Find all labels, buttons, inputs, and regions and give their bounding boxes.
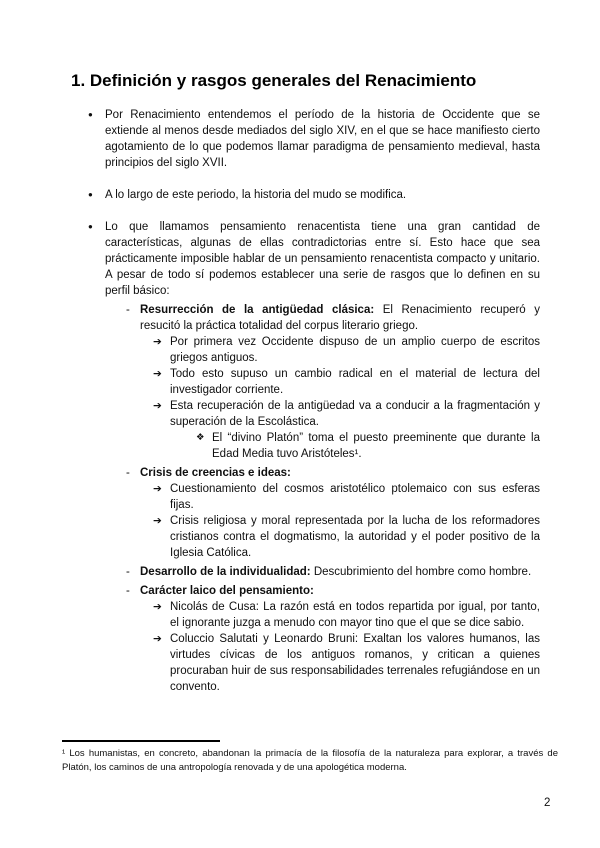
list-item-text: Lo que llamamos pensamiento renacentista tiene una gran cantidad de características, algunas de ellas contradictorias entre sí. Esto hace que sea prácticamente imposible hablar de un pensamiento renacentista compacto y unitario. A pesar de todo sí podemos establecer una serie de rasgos que lo definen en su perfil básico:	[105, 221, 540, 297]
arrow-icon: ➔	[153, 633, 162, 645]
list-item	[153, 366, 540, 398]
list-item	[153, 398, 540, 430]
list-item-text: Por Renacimiento entendemos el período de la historia de Occidente que se extiende al menos desde mediados del siglo XIV, en el que se hace manifiesto cierto agotamiento de lo que podemos llamar paradigma de pensamiento medieval, hasta principios del siglo XVII.	[105, 109, 540, 169]
list-item	[126, 465, 540, 481]
list-item-text: Crisis religiosa y moral representada por la lucha de los reformadores cristianos contra el dogmatismo, la autoridad y el poder positivo de la Iglesia Católica.	[170, 515, 540, 559]
page-title: 1. Definición y rasgos generales del Renacimiento	[71, 71, 477, 90]
list-item	[126, 583, 540, 599]
bullet-icon: ●	[88, 222, 93, 231]
list-item-text: Coluccio Salutati y Leonardo Bruni: Exaltan los valores humanos, las virtudes cívicas de los antiguos romanos, y critican a quienes procuraban huir de sus responsabilidades terrenales refugiándose en un convento.	[170, 633, 540, 693]
list-item	[88, 219, 540, 299]
page-content	[71, 70, 540, 695]
arrow-icon: ➔	[153, 368, 162, 380]
list-item	[88, 107, 540, 171]
list-item	[196, 430, 540, 462]
arrow-icon: ➔	[153, 400, 162, 412]
list-item-text: Esta recuperación de la antigüedad va a conducir a la fragmentación y superación de la Escolástica.	[170, 400, 540, 428]
arrow-icon: ➔	[153, 601, 162, 613]
list-item	[126, 302, 540, 334]
bullet-icon: ●	[88, 190, 93, 199]
dash-icon: -	[126, 304, 130, 316]
page-number: 2	[544, 797, 551, 809]
list-item-text: Cuestionamiento del cosmos aristotélico ptolemaico con sus esferas fijas.	[170, 483, 540, 511]
list-item-text: Resurrección de la antigüedad clásica: El Renacimiento recuperó y resucitó la práctica totalidad del corpus literario griego.	[140, 304, 540, 332]
list-item-text: El “divino Platón” toma el puesto preeminente que durante la Edad Media tuvo Aristóteles¹.	[212, 432, 540, 460]
list-item	[153, 599, 540, 631]
diamond-icon: ❖	[196, 432, 205, 443]
dash-icon: -	[126, 585, 130, 597]
dash-icon: -	[126, 467, 130, 479]
footnote-separator	[62, 740, 220, 742]
bullet-icon: ●	[88, 110, 93, 119]
dash-icon: -	[126, 566, 130, 578]
list-item-text: Todo esto supuso un cambio radical en el material de lectura del investigador corriente.	[170, 368, 540, 396]
list-item-text: Nicolás de Cusa: La razón está en todos repartida por igual, por tanto, el ignorante juzga a menudo con mayor tino que el que se dice sabio.	[170, 601, 540, 629]
arrow-icon: ➔	[153, 336, 162, 348]
list-item	[153, 513, 540, 561]
list-item	[153, 631, 540, 695]
list-item-text: A lo largo de este periodo, la historia del mudo se modifica.	[105, 189, 407, 201]
list-item-text: Desarrollo de la individualidad: Descubrimiento del hombre como hombre.	[140, 566, 532, 578]
list-item	[153, 481, 540, 513]
arrow-icon: ➔	[153, 483, 162, 495]
list-item-text: Por primera vez Occidente dispuso de un amplio cuerpo de escritos griegos antiguos.	[170, 336, 540, 364]
list-item-text: Crisis de creencias e ideas:	[140, 467, 291, 479]
footnote: ¹ Los humanistas, en concreto, abandonan la primacía de la filosofía de la naturaleza para explorar, a través de Platón, los caminos de una antropología renovada y de una apologética moderna.	[62, 748, 558, 773]
list-item	[153, 334, 540, 366]
list-item	[126, 564, 540, 580]
list-item	[88, 187, 540, 203]
arrow-icon: ➔	[153, 515, 162, 527]
list-item-text: Carácter laico del pensamiento:	[140, 585, 314, 597]
